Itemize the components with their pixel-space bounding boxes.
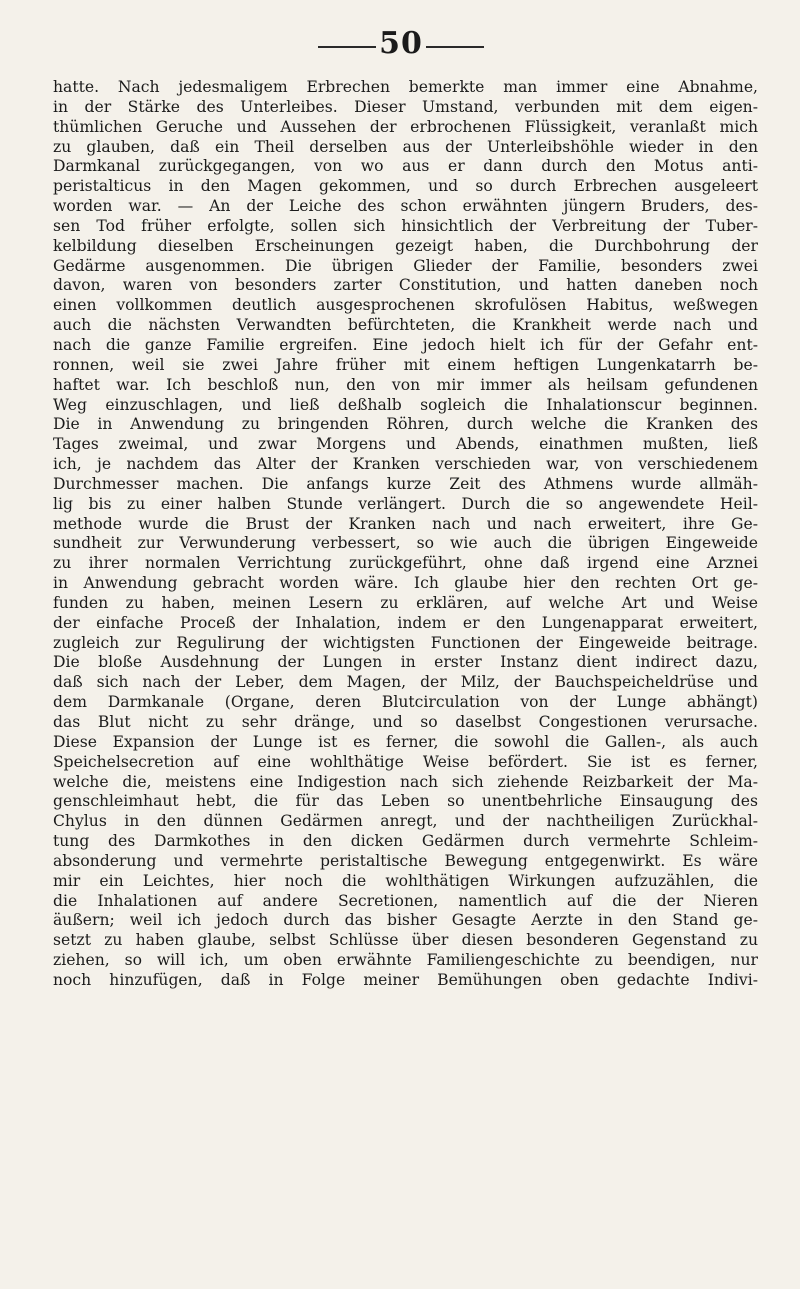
text-line: das Blut nicht zu sehr dränge, und so daselbst Congestionen verursache. xyxy=(53,713,758,731)
text-line: Diese Expansion der Lunge ist es ferner, die sowohl die Gallen-, als auch xyxy=(53,732,758,751)
text-line: nach die ganze Familie ergreifen. Eine jedoch hielt ich für der Gefahr ent- xyxy=(53,335,758,354)
text-line: dem Darmkanale (Organe, deren Blutcirculation von der Lunge abhängt) xyxy=(53,693,758,712)
text-line: ich, je nachdem das Alter der Kranken verschieden war, von verschiedenem xyxy=(53,455,758,474)
text-line: zugleich zur Regulirung der wichtigsten Functionen der Eingeweide beitrage. xyxy=(53,633,758,652)
page-header xyxy=(0,22,800,62)
text-line: hatte. Nach jedesmaligem Erbrechen bemerkte man immer eine Abnahme, xyxy=(53,78,758,96)
text-line: thümlichen Geruche und Aussehen der erbrochenen Flüssigkeit, veranlaßt mich xyxy=(53,117,758,136)
text-line: davon, waren von besonders zarter Constitution, und hatten daneben noch xyxy=(53,276,758,295)
text-line: ziehen, so will ich, um oben erwähnte Familiengeschichte zu beendigen, nur xyxy=(53,951,758,970)
text-line: methode wurde die Brust der Kranken nach und nach erweitert, ihre Ge- xyxy=(53,514,758,533)
header-rule-left xyxy=(318,46,376,48)
text-line: Speichelsecretion auf eine wohlthätige Weise befördert. Sie ist es ferner, xyxy=(53,752,758,771)
text-line: peristalticus in den Magen gekommen, und so durch Erbrechen ausgeleert xyxy=(53,177,758,196)
text-line: daß sich nach der Leber, dem Magen, der Milz, der Bauchspeicheldrüse und xyxy=(53,673,758,692)
text-line: die Inhalationen auf andere Secretionen, namentlich auf die der Nieren xyxy=(53,891,758,910)
text-line: kelbildung dieselben Erscheinungen gezeigt haben, die Durchbohrung der xyxy=(53,236,758,255)
text-line: sundheit zur Verwunderung verbessert, so wie auch die übrigen Eingeweide xyxy=(53,534,758,553)
text-line: mir ein Leichtes, hier noch die wohlthätigen Wirkungen aufzuzählen, die xyxy=(53,871,758,890)
text-line: absonderung und vermehrte peristaltische Bewegung entgegenwirkt. Es wäre xyxy=(53,851,758,870)
text-line: Die in Anwendung zu bringenden Röhren, durch welche die Kranken des xyxy=(53,415,758,434)
text-line: worden war. — An der Leiche des schon erwähnten jüngern Bruders, des- xyxy=(53,197,758,216)
text-line: Weg einzuschlagen, und ließ deßhalb sogleich die Inhalationscur beginnen. xyxy=(53,395,758,414)
text-line: Die bloße Ausdehnung der Lungen in erster Instanz dient indirect dazu, xyxy=(53,653,758,672)
body-text xyxy=(53,78,758,991)
text-line: setzt zu haben glaube, selbst Schlüsse über diesen besonderen Gegenstand zu xyxy=(53,931,758,950)
text-line: auch die nächsten Verwandten befürchteten, die Krankheit werde nach und xyxy=(53,316,758,335)
text-line: der einfache Proceß der Inhalation, indem er den Lungenapparat erweitert, xyxy=(53,613,758,632)
text-line: in Anwendung gebracht worden wäre. Ich glaube hier den rechten Ort ge- xyxy=(53,574,758,593)
text-line: lig bis zu einer halben Stunde verlängert. Durch die so angewendete Heil- xyxy=(53,494,758,513)
text-line: noch hinzufügen, daß in Folge meiner Bemühungen oben gedachte Indivi- xyxy=(53,970,758,989)
text-line: zu glauben, daß ein Theil derselben aus der Unterleibshöhle wieder in den xyxy=(53,137,758,156)
text-line: zu ihrer normalen Verrichtung zurückgeführt, ohne daß irgend eine Arznei xyxy=(53,554,758,573)
text-line: funden zu haben, meinen Lesern zu erklären, auf welche Art und Weise xyxy=(53,593,758,612)
text-line: Durchmesser machen. Die anfangs kurze Zeit des Athmens wurde allmäh- xyxy=(53,474,758,493)
text-line: tung des Darmkothes in den dicken Gedärmen durch vermehrte Schleim- xyxy=(53,832,758,851)
text-line: welche die, meistens eine Indigestion nach sich ziehende Reizbarkeit der Ma- xyxy=(53,772,758,791)
header-rule-right xyxy=(426,46,484,48)
text-line: einen vollkommen deutlich ausgesprochenen skrofulösen Habitus, weßwegen xyxy=(53,296,758,315)
text-line: Gedärme ausgenommen. Die übrigen Glieder der Familie, besonders zwei xyxy=(53,256,758,275)
text-line: genschleimhaut hebt, die für das Leben so unentbehrliche Einsaugung des xyxy=(53,792,758,811)
text-line: Darmkanal zurückgegangen, von wo aus er dann durch den Motus anti- xyxy=(53,157,758,176)
text-line: haftet war. Ich beschloß nun, den von mir immer als heilsam gefundenen xyxy=(53,375,758,394)
text-line: Tages zweimal, und zwar Morgens und Abends, einathmen mußten, ließ xyxy=(53,435,758,454)
text-line: ronnen, weil sie zwei Jahre früher mit einem heftigen Lungenkatarrh be- xyxy=(53,355,758,374)
page-number: 50 xyxy=(379,26,423,61)
text-line: in der Stärke des Unterleibes. Dieser Umstand, verbunden mit dem eigen- xyxy=(53,97,758,116)
text-line: äußern; weil ich jedoch durch das bisher Gesagte Aerzte in den Stand ge- xyxy=(53,911,758,930)
text-line: Chylus in den dünnen Gedärmen anregt, und der nachtheiligen Zurückhal- xyxy=(53,812,758,831)
text-line: sen Tod früher erfolgte, sollen sich hinsichtlich der Verbreitung der Tuber- xyxy=(53,216,758,235)
